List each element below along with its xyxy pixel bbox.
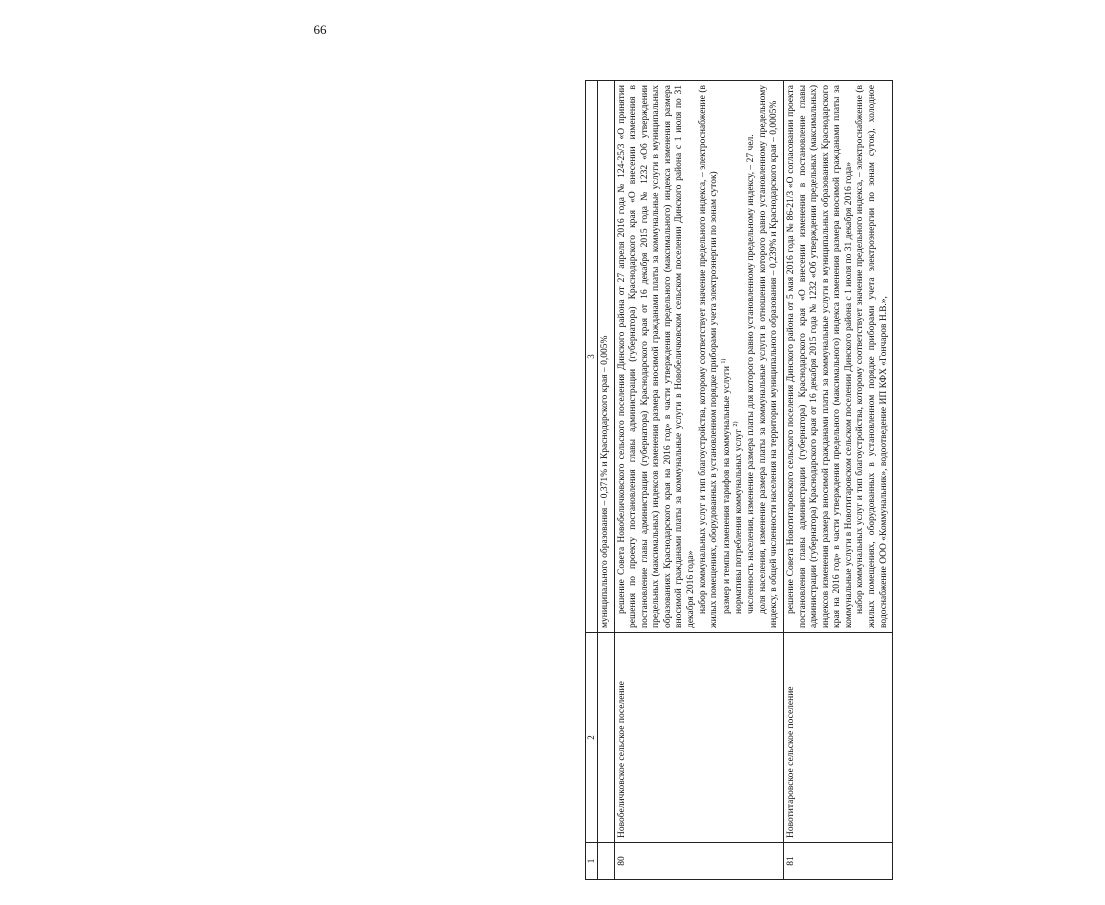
header-cell-1: 1: [586, 843, 598, 880]
paragraph: размер и темпы изменения тарифов на коммунальные услуги $^{1)}$: [720, 358, 732, 614]
footnote-mark: 1): [720, 358, 727, 364]
paragraph: решение Совета Новобеличковского сельского поселения Динского района от 27 апреля 2016 года № 124-25/3 «О принятии решения по проекту постановления главы администрации (губернатора) Краснодарского края «О внесении изменения в постановление главы администрации (губернатора) Краснодарского края от 16 декабря 2015 года № 1232 «Об утверждении предельных (максимальных) индексов изменения размера вносимой гражданами платы за коммунальные услуги в муниципальных образованиях Краснодарского края на 2016 год» в части утверждения предельного (максимального) индекса изменения размера вносимой гражданами платы за коммунальные услуги в Новобеличковском сельском поселении Динского района с 1 июля по 31 декабря 2016 года»: [616, 85, 697, 628]
page-number: 66: [313, 22, 327, 37]
document-table: [585, 80, 893, 880]
table-row: [783, 81, 892, 880]
paragraph: доля населения, изменение размера платы за коммунальные услуги в отношении которого равно установленному предельному индексу, в общей численности населения на территории муниципального образования – 0,239% и Краснодарского края – 0,0005%: [757, 85, 780, 628]
paragraph: решение Совета Новотитаровского сельского поселения Динского района от 5 мая 2016 года № 86-21/3 «О согласовании проекта постановления главы администрации (губернатора) Краснодарского края «О внесении изменения в постановление главы администрации (губернатора) Краснодарского края от 16 декабря 2015 года № 1232 «Об утверждении предельных (максимальных) индексов изменения размера вносимой гражданами платы за коммунальные услуги в муниципальных образованиях Краснодарского края на 2016 год» в части утверждения предельного (максимального) индекса изменения размера вносимой гражданами платы за коммунальные услуги в Новотитаровском сельском поселении Динского района с 1 июля по 31 декабря 2016 года»: [785, 85, 854, 628]
settlement-name: Новобеличковское сельское поселение: [614, 633, 783, 843]
table-row: [614, 81, 783, 880]
row-content: [783, 81, 892, 633]
paragraph: численность населения, изменение размера платы для которого равно установленному предельному индексу, – 27 чел.: [746, 134, 757, 614]
header-cell-2: 2: [586, 633, 598, 843]
table-header-row: [586, 81, 598, 880]
paragraph: набор коммунальных услуг и тип благоустройства, которому соответствует значение предельного индекса, – электроснабжение (в жилых помещениях, оборудованных в установленном порядке приборами учета электроэнергии по зонам суток), холодное водоснабжение ООО «Коммунальник», водоотведение ИП КФХ «Гончаров Н.В.»,: [855, 85, 889, 628]
paragraph: нормативы потребления коммунальных услуг $^{2)}$: [733, 421, 745, 614]
paragraph: набор коммунальных услуг и тип благоустройства, которому соответствует значение предельного индекса, – электроснабжение (в жилых помещениях, оборудованных в установленном порядке приборами учета электроэнергии по зонам суток): [697, 85, 720, 628]
rotated-table-container: [585, 80, 1105, 880]
row-content: [614, 81, 783, 633]
settlement-name: Новотитаровское сельское поселение: [783, 633, 892, 843]
row-number: 81: [783, 843, 892, 880]
table-row-continuation: [597, 81, 614, 880]
continuation-text: муниципального образования – 0,371% и Краснодарского края – 0,005%: [597, 81, 614, 633]
row-number: 80: [614, 843, 783, 880]
footnote-mark: 2): [733, 421, 740, 427]
header-cell-3: 3: [586, 81, 598, 633]
